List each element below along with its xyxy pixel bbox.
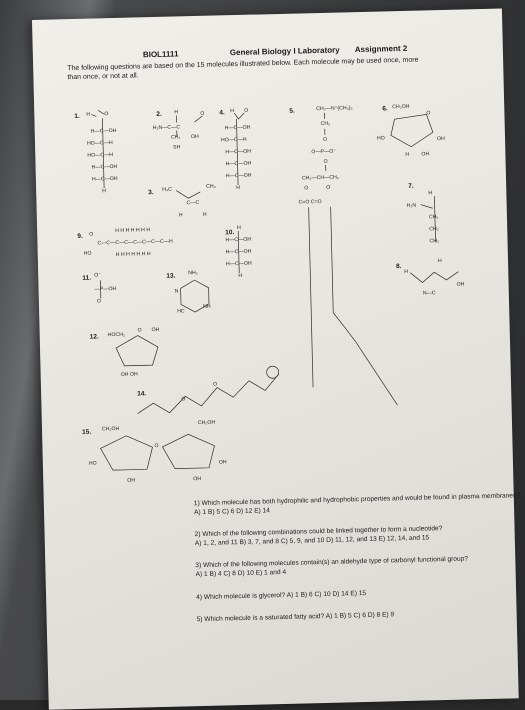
svg-text:O: O bbox=[244, 108, 248, 114]
svg-text:H—C—OH: H—C—OH bbox=[225, 237, 251, 244]
svg-text:HO: HO bbox=[377, 135, 385, 141]
svg-text:HO: HO bbox=[89, 461, 97, 467]
svg-text:CH₃: CH₃ bbox=[206, 184, 216, 190]
svg-text:H: H bbox=[404, 269, 408, 275]
svg-text:C=O C=O: C=O C=O bbox=[298, 199, 321, 206]
assignment-label: Assignment 2 bbox=[355, 44, 408, 54]
svg-text:H—C—OH: H—C—OH bbox=[226, 161, 252, 168]
svg-text:H: H bbox=[236, 185, 240, 191]
question-3: 3) Which of the following molecules contain(s) an aldehyde type of carbonyl functional group? bbox=[195, 556, 468, 571]
svg-text:H—C—OH: H—C—OH bbox=[226, 173, 252, 180]
svg-text:N: N bbox=[175, 288, 179, 294]
molecule-number-2: 2. bbox=[156, 111, 162, 118]
svg-text:H: H bbox=[102, 188, 106, 194]
molecule-5-structure bbox=[296, 104, 397, 407]
svg-text:H: H bbox=[405, 152, 409, 158]
svg-text:HOCH₂: HOCH₂ bbox=[108, 332, 125, 338]
molecule-15-structure bbox=[88, 419, 228, 484]
molecule-number-7: 7. bbox=[408, 183, 414, 190]
svg-text:H—C—OH: H—C—OH bbox=[92, 176, 118, 183]
svg-text:H—C—OH: H—C—OH bbox=[225, 125, 251, 132]
svg-text:CH₂OH: CH₂OH bbox=[102, 426, 120, 432]
molecule-12-structure bbox=[108, 327, 161, 378]
question-2-options: A) 1, 2, and 11 B) 3, 7, and 8 C) 5, 9, and 10 D) 11, 12, and 13 E) 12, 14, and 15 bbox=[195, 534, 429, 548]
svg-text:HO: HO bbox=[84, 251, 92, 257]
svg-text:H: H bbox=[86, 112, 90, 118]
svg-text:OH: OH bbox=[152, 327, 160, 333]
svg-text:CH₂OH: CH₂OH bbox=[392, 104, 410, 110]
svg-text:SH: SH bbox=[173, 144, 181, 150]
svg-text:C—C: C—C bbox=[186, 200, 199, 206]
svg-text:OH OH: OH OH bbox=[121, 372, 138, 378]
svg-text:OH: OH bbox=[421, 151, 429, 157]
svg-text:NH₂: NH₂ bbox=[188, 270, 198, 276]
svg-text:H₂N: H₂N bbox=[407, 203, 417, 209]
svg-text:OH: OH bbox=[127, 478, 135, 484]
svg-text:OH: OH bbox=[437, 136, 445, 142]
molecule-number-4: 4. bbox=[219, 109, 225, 116]
course-code: BIOL1111 bbox=[143, 49, 179, 59]
molecule-14-structure bbox=[137, 366, 280, 413]
molecule-4-structure bbox=[220, 108, 252, 192]
svg-text:H H H H H H H: H H H H H H H bbox=[116, 251, 151, 258]
molecule-number-8: 8. bbox=[396, 263, 402, 270]
svg-text:OH: OH bbox=[219, 459, 227, 465]
svg-text:O: O bbox=[138, 327, 142, 333]
svg-text:H: H bbox=[179, 212, 183, 218]
svg-text:H: H bbox=[203, 212, 207, 218]
svg-text:H—C—OH: H—C—OH bbox=[91, 128, 117, 135]
svg-text:O: O bbox=[323, 137, 327, 143]
molecule-9-structure bbox=[83, 227, 173, 259]
svg-text:O: O bbox=[97, 298, 101, 304]
molecule-structures-figure bbox=[32, 9, 519, 710]
svg-text:CH₂: CH₂ bbox=[429, 214, 439, 220]
svg-text:O: O bbox=[200, 111, 204, 117]
svg-text:O: O bbox=[104, 111, 108, 117]
svg-text:H: H bbox=[174, 109, 178, 115]
svg-text:O: O bbox=[213, 382, 217, 388]
svg-text:N—C: N—C bbox=[423, 290, 436, 296]
question-3-options: A) 1 B) 4 C) 8 D) 10 E) 1 and 4 bbox=[196, 569, 287, 580]
course-title: General Biology I Laboratory bbox=[230, 45, 340, 57]
svg-text:CH₂: CH₂ bbox=[171, 134, 181, 140]
intro-line-1: The following questions are based on the 15 molecules illustrated below. Each molecule may be used once, more bbox=[67, 56, 418, 74]
svg-text:H—C—OH: H—C—OH bbox=[226, 261, 252, 268]
svg-text:H—C—OH: H—C—OH bbox=[92, 164, 118, 171]
molecule-number-12: 12. bbox=[90, 333, 99, 340]
svg-text:HO—C—H: HO—C—H bbox=[87, 152, 113, 159]
molecule-number-15: 15. bbox=[82, 429, 91, 436]
svg-text:O⁻: O⁻ bbox=[94, 272, 101, 278]
molecule-7-structure bbox=[406, 190, 439, 245]
molecule-number-5: 5. bbox=[289, 108, 295, 115]
molecule-13-structure bbox=[174, 270, 211, 315]
svg-text:HC: HC bbox=[177, 308, 185, 314]
svg-text:CH₂: CH₂ bbox=[321, 121, 331, 127]
molecule-number-3: 3. bbox=[148, 189, 154, 196]
svg-text:O: O bbox=[326, 185, 330, 191]
svg-text:H—C—OH: H—C—OH bbox=[225, 149, 251, 156]
molecule-1-structure bbox=[86, 110, 118, 195]
molecule-number-13: 13. bbox=[166, 273, 175, 280]
question-2: 2) Which of the following combinations could be linked together to form a nucleotide? bbox=[195, 525, 443, 540]
svg-text:O: O bbox=[89, 232, 93, 238]
svg-text:H₂N—C—C: H₂N—C—C bbox=[153, 124, 181, 131]
molecule-3-structure bbox=[162, 184, 216, 219]
molecule-11-structure bbox=[94, 272, 117, 305]
svg-text:O: O bbox=[154, 443, 158, 449]
svg-text:O—P—O⁻: O—P—O⁻ bbox=[311, 149, 336, 156]
molecule-8-structure bbox=[404, 258, 465, 297]
svg-text:—P—OH: —P—OH bbox=[95, 286, 117, 293]
molecule-number-10: 10. bbox=[225, 229, 234, 236]
svg-text:H—C—OH: H—C—OH bbox=[226, 249, 252, 256]
svg-text:OH: OH bbox=[457, 282, 465, 288]
svg-text:H: H bbox=[238, 273, 242, 279]
svg-text:CH₂OH: CH₂OH bbox=[198, 420, 216, 426]
svg-text:O: O bbox=[426, 110, 430, 116]
svg-text:CH₂: CH₂ bbox=[429, 238, 439, 244]
svg-text:OH: OH bbox=[193, 476, 201, 482]
molecule-number-11: 11. bbox=[82, 275, 91, 282]
svg-text:NH: NH bbox=[203, 304, 211, 310]
svg-text:OH: OH bbox=[191, 134, 199, 140]
molecule-2-structure bbox=[152, 109, 205, 151]
svg-text:HO—C—H: HO—C—H bbox=[221, 137, 247, 144]
molecule-number-14: 14. bbox=[137, 390, 146, 397]
molecule-10-structure bbox=[225, 225, 252, 280]
question-5: 5) Which molecule is a saturated fatty acid? A) 1 B) 5 C) 6 D) 8 E) 9 bbox=[197, 611, 395, 624]
svg-text:H H H H H H H: H H H H H H H bbox=[115, 227, 150, 234]
svg-text:H: H bbox=[428, 190, 432, 196]
molecule-number-6: 6. bbox=[382, 105, 388, 112]
molecule-number-1: 1. bbox=[74, 113, 80, 120]
svg-text:C—C—C—C—C—C—C—C—H: C—C—C—C—C—C—C—C—H bbox=[97, 239, 173, 247]
question-1: 1) Which molecule has both hydrophilic and hydrophobic properties and would be found in plasma membranes? bbox=[194, 492, 520, 508]
svg-text:O: O bbox=[181, 396, 185, 402]
intro-line-2: than once, or not at all. bbox=[67, 71, 138, 82]
svg-text:HO—C—H: HO—C—H bbox=[87, 140, 113, 147]
svg-text:H: H bbox=[237, 225, 241, 231]
molecule-6-structure bbox=[376, 103, 445, 159]
question-4: 4) Which molecule is glycerol? A) 1 B) 6 C) 10 D) 14 E) 15 bbox=[196, 590, 366, 603]
svg-text:O: O bbox=[323, 159, 327, 165]
svg-text:CH₂—N⁺(CH₃)₃: CH₂—N⁺(CH₃)₃ bbox=[316, 105, 352, 112]
svg-text:H: H bbox=[438, 258, 442, 264]
svg-text:O: O bbox=[304, 185, 308, 191]
svg-text:H: H bbox=[230, 108, 234, 114]
svg-text:CH₂: CH₂ bbox=[429, 226, 439, 232]
svg-text:CH₂—CH—CH₂: CH₂—CH—CH₂ bbox=[302, 175, 339, 182]
svg-text:H₃C: H₃C bbox=[162, 187, 172, 193]
molecule-number-9: 9. bbox=[77, 233, 83, 240]
question-1-options: A) 1 B) 5 C) 6 D) 12 E) 14 bbox=[194, 507, 270, 517]
worksheet-page bbox=[32, 9, 519, 710]
